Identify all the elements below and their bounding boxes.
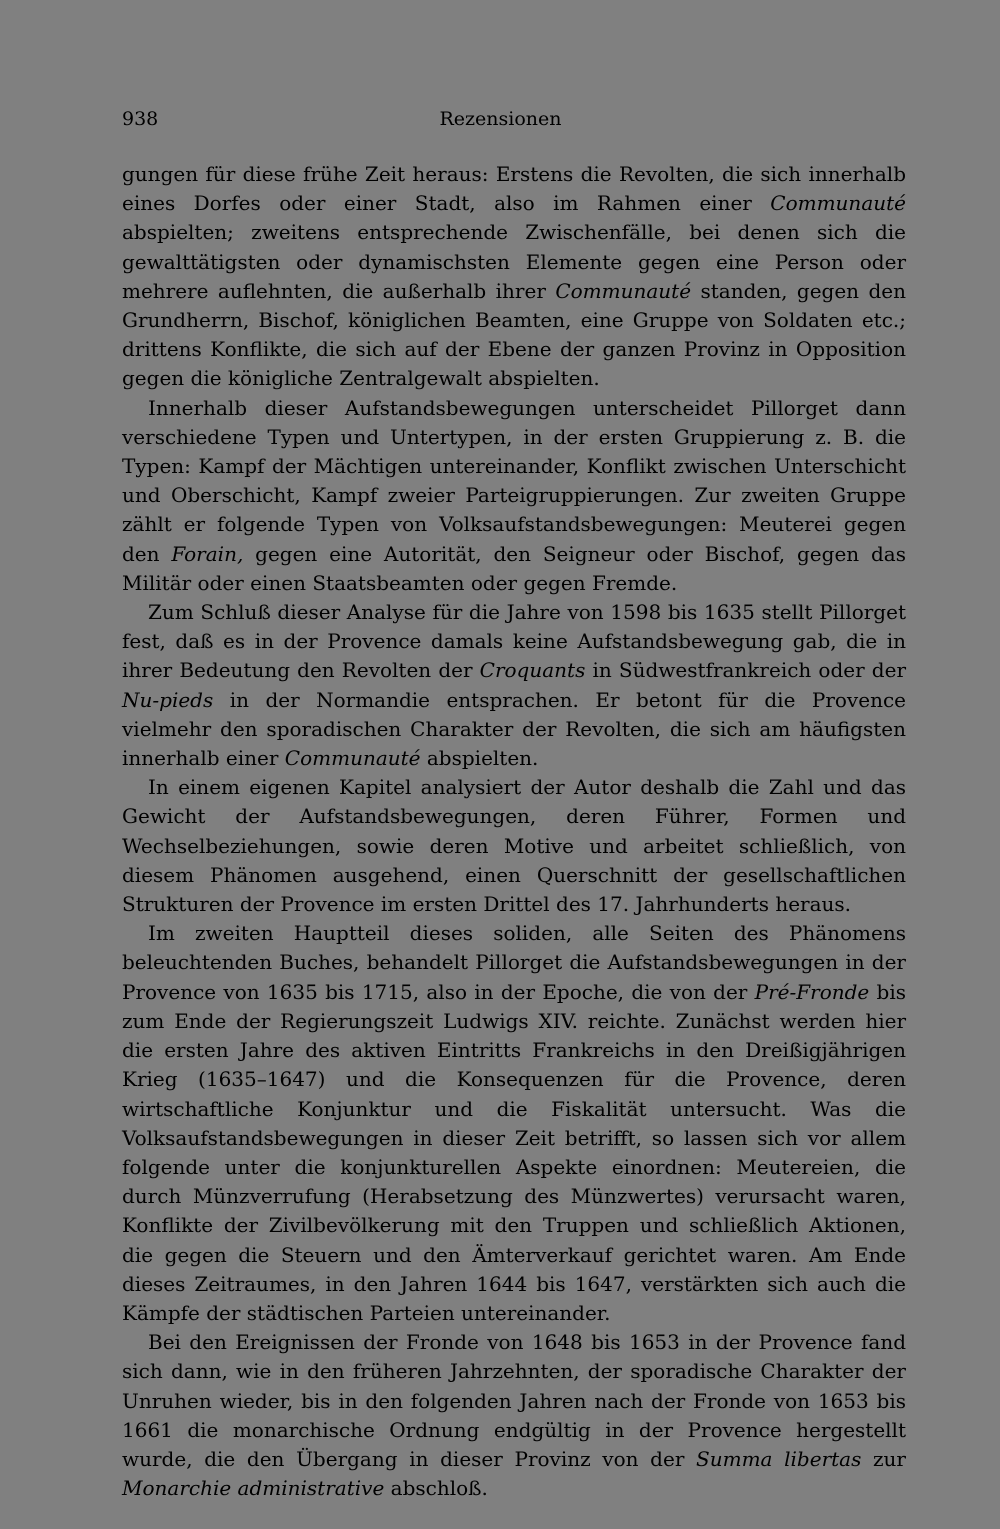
- italic-term: Monarchie administrative: [122, 1476, 385, 1501]
- paragraph: [122, 1328, 906, 1503]
- paragraph: [122, 919, 906, 1328]
- italic-term: Forain,: [171, 541, 244, 566]
- italic-term: Communauté: [284, 746, 421, 771]
- text-run: Zum Schluß dieser Analyse für die Jahre von 1598 bis 1635 stellt Pillorget fest, daß es in der Provence damals keine Aufstandsbewegung gab, die in ihrer Bedeutung den Revolten der: [122, 600, 906, 683]
- italic-term: Nu-pieds: [122, 687, 214, 712]
- text-run: bis zum Ende der Regierungszeit Ludwigs XIV. reichte. Zunächst werden hier die ersten Jahre des aktiven Eintritts Frankreichs in den Dreißigjährigen Krieg (1635–1647) und die Konsequenzen für die Provence, deren wirtschaftliche Konjunktur und die Fiskalität untersucht. Was die Volksaufstandsbewegungen in dieser Zeit betrifft, so lassen sich vor allem folgende unter die konjunkturellen Aspekte einordnen: Meutereien, die durch Münzverrufung (Herabsetzung des Münzwertes) verursacht waren, Konflikte der Zivilbevölkerung mit den Truppen und schließlich Aktionen, die gegen die Steuern und den Ämterverkauf gerichtet waren. Am Ende dieses Zeitraumes, in den Jahren 1644 bis 1647, verstärkten sich auch die Kämpfe der städtischen Parteien untereinander.: [122, 979, 906, 1325]
- paragraph: [122, 598, 906, 773]
- text-run: abspielten.: [420, 746, 539, 771]
- italic-term: Summa libertas: [696, 1446, 862, 1471]
- paragraph: [122, 394, 906, 598]
- text-run: In einem eigenen Kapitel analysiert der Autor deshalb die Zahl und das Gewicht der Aufstandsbewegungen, deren Führer, Formen und Wechselbeziehungen, sowie deren Motive und arbeitet schließlich, von diesem Phänomen ausgehend, einen Querschnitt der gesellschaftlichen Strukturen der Provence im ersten Drittel des 17. Jahrhunderts heraus.: [122, 775, 906, 917]
- text-run: in der Normandie entsprachen. Er betont für die Provence vielmehr den sporadischen Charakter der Revolten, die sich am häufigsten innerhalb einer: [122, 687, 906, 771]
- paragraph: [122, 160, 906, 394]
- text-run: Im zweiten Hauptteil dieses soliden, alle Seiten des Phänomens beleuchtenden Buches, behandelt Pillorget die Aufstandsbewegungen in der Provence von 1635 bis 1715, also in der Epoche, die von der: [122, 921, 906, 1004]
- paragraph: [122, 773, 906, 919]
- text-run: standen, gegen den Grundherrn, Bischof, königlichen Beamten, eine Gruppe von Soldaten etc.; drittens Konflikte, die sich auf der Ebene der ganzen Provinz in Opposition gegen die königliche Zentralgewalt abspielten.: [122, 278, 907, 391]
- italic-term: Communauté: [770, 191, 906, 216]
- text-run: gegen eine Autorität, den Seigneur oder Bischof, gegen das Militär oder einen Staatsbeamten oder gegen Fremde.: [122, 541, 906, 595]
- italic-term: Croquants: [479, 658, 586, 683]
- running-head: Rezensionen: [439, 108, 562, 130]
- text-run: in Südwestfrankreich oder der: [585, 658, 906, 683]
- text-run: zur: [861, 1446, 906, 1471]
- text-run: gungen für diese frühe Zeit heraus: Erstens die Revolten, die sich innerhalb eines Dorfes oder einer Stadt, also im Rahmen einer: [122, 162, 906, 216]
- page-header: [122, 108, 879, 138]
- text-run: abschloß.: [384, 1476, 488, 1501]
- page-number: 938: [122, 108, 159, 130]
- italic-term: Pré-Fronde: [754, 979, 870, 1004]
- italic-term: Communauté: [555, 278, 692, 303]
- text-run: Bei den Ereignissen der Fronde von 1648 bis 1653 in der Provence fand sich dann, wie in den früheren Jahrzehnten, der sporadische Charakter der Unruhen wieder, bis in den folgenden Jahren nach der Fronde von 1653 bis 1661 die monarchische Ordnung endgültig in der Provence hergestellt wurde, die den Übergang in dieser Provinz von der: [122, 1330, 906, 1471]
- text-run: Innerhalb dieser Aufstandsbewegungen unterscheidet Pillorget dann verschiedene Typen und Untertypen, in der ersten Gruppierung z. B. die Typen: Kampf der Mächtigen untereinander, Konflikt zwischen Unterschicht und Oberschicht, Kampf zweier Parteigruppierungen. Zur zweiten Gruppe zählt er folgende Typen von Volksaufstandsbewegungen: Meuterei gegen den: [122, 395, 906, 566]
- body-text: [122, 160, 906, 1503]
- text-run: abspielten; zweitens entsprechende Zwischenfälle, bei denen sich die gewalttätigsten oder dynamischsten Elemente gegen eine Person oder mehrere auflehnten, die außerhalb ihrer: [122, 220, 906, 303]
